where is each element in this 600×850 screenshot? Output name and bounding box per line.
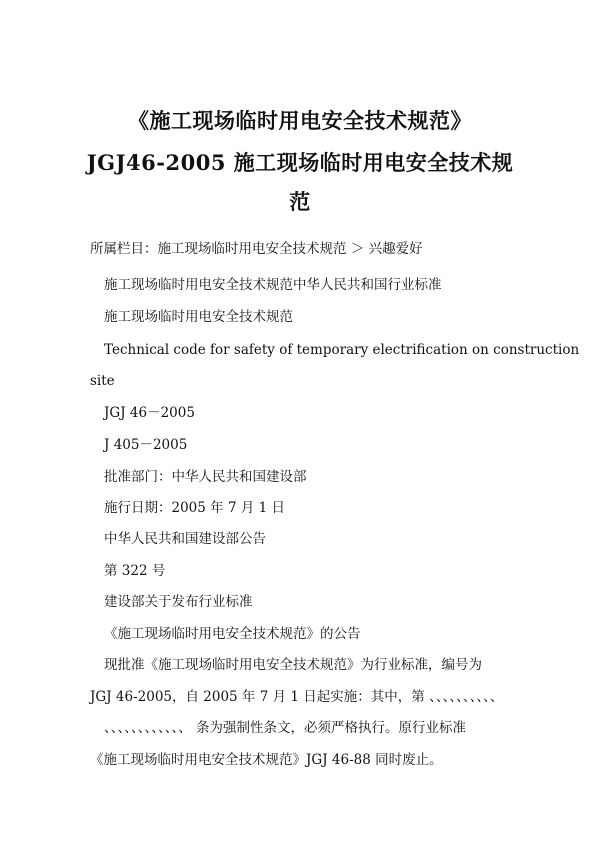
paragraph-line: 施工现场临时用电安全技术规范 <box>104 309 293 325</box>
document-title-line1: 《施工现场临时用电安全技术规范》 <box>128 108 472 133</box>
paragraph-line: 《施工现场临时用电安全技术规范》的公告 <box>104 626 361 642</box>
paragraph-line: 、、、、、、、、、、、、 条为强制性条文，必须严格执行。原行业标准 <box>104 720 467 736</box>
paragraph-line: 批准部门：中华人民共和国建设部 <box>104 469 307 485</box>
paragraph-line: 建设部关于发布行业标准 <box>104 594 253 610</box>
paragraph-line: 《施工现场临时用电安全技术规范》JGJ 46-88 同时废止。 <box>90 752 443 768</box>
paragraph-line: 施行日期：2005 年 7 月 1 日 <box>104 500 285 516</box>
document-title-line3: 范 <box>289 189 311 214</box>
paragraph-line: 现批准《施工现场临时用电安全技术规范》为行业标准，编号为 <box>104 657 482 673</box>
paragraph-line: Technical code for safety of temporary electrification on construction <box>104 342 580 358</box>
category-link[interactable]: 施工现场临时用电安全技术规范 ＞ 兴趣爱好 <box>157 241 423 257</box>
paragraph-line: JGJ 46-2005，自 2005 年 7 月 1 日起实施：其中，第 、、、、、、、、、、 <box>90 689 504 705</box>
paragraph-line: 中华人民共和国建设部公告 <box>104 531 266 547</box>
paragraph-line: 施工现场临时用电安全技术规范中华人民共和国行业标准 <box>104 277 442 293</box>
paragraph-line: J 405－2005 <box>104 437 188 453</box>
paragraph-line: 第 322 号 <box>104 563 166 579</box>
paragraph-line: site <box>90 373 115 389</box>
category-label: 所属栏目： <box>90 241 158 257</box>
paragraph-line: JGJ 46－2005 <box>104 405 195 421</box>
document-title-line2: JGJ46-2005 施工现场临时用电安全技术规 <box>86 150 514 175</box>
category-breadcrumb <box>90 240 423 258</box>
